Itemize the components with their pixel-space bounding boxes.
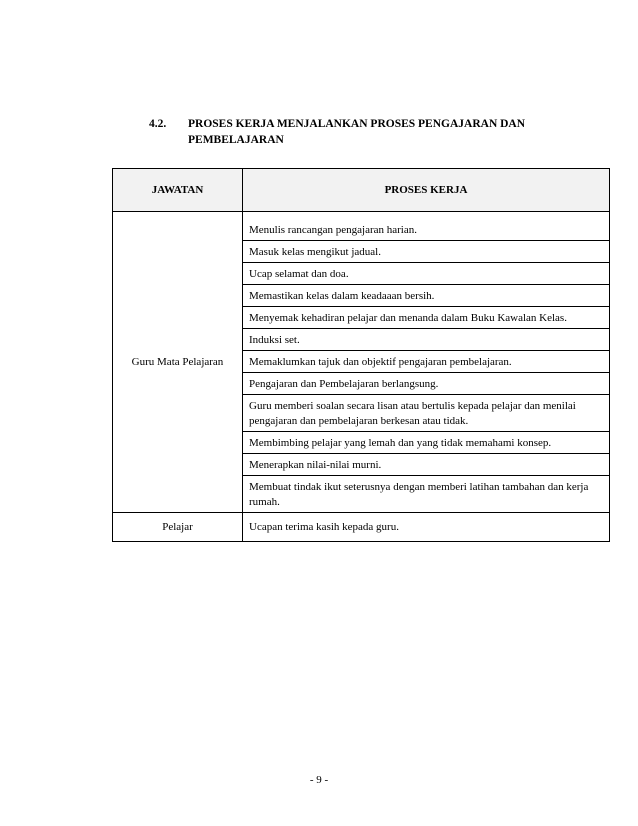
process-step: Ucapan terima kasih kepada guru. [243,513,610,542]
process-step: Menulis rancangan pengajaran harian. [243,212,609,241]
table-row [113,212,610,513]
table-header-row [113,169,610,212]
process-step: Menyemak kehadiran pelajar dan menanda dalam Buku Kawalan Kelas. [243,307,609,329]
steps-cell [243,212,610,513]
process-step: Memastikan kelas dalam keadaaan bersih. [243,285,609,307]
role-cell: Pelajar [113,513,243,542]
role-cell: Guru Mata Pelajaran [113,212,243,513]
header-jawatan: JAWATAN [113,169,243,212]
process-step: Membuat tindak ikut seterusnya dengan memberi latihan tambahan dan kerja rumah. [249,481,589,508]
process-step: Masuk kelas mengikut jadual. [243,241,609,263]
header-proses-kerja: PROSES KERJA [243,169,610,212]
process-step: Memaklumkan tajuk dan objektif pengajaran pembelajaran. [243,351,609,373]
process-step: Membimbing pelajar yang lemah dan yang tidak memahami konsep. [243,432,609,454]
page-number: - 9 - [309,774,329,786]
process-step: Induksi set. [243,329,609,351]
process-step: Ucap selamat dan doa. [243,263,609,285]
process-step: Guru memberi soalan secara lisan atau bertulis kepada pelajar dan menilai pengajaran dan pembelajaran berkesan atau tidak. [243,395,609,432]
section-number: 4.2. [149,118,167,130]
process-step: Menerapkan nilai-nilai murni. [243,454,609,476]
process-table [112,168,610,542]
section-title: PROSES KERJA MENJALANKAN PROSES PENGAJARAN DAN PEMBELAJARAN [188,118,526,146]
table-row [113,513,610,542]
process-step: Pengajaran dan Pembelajaran berlangsung. [243,373,609,395]
